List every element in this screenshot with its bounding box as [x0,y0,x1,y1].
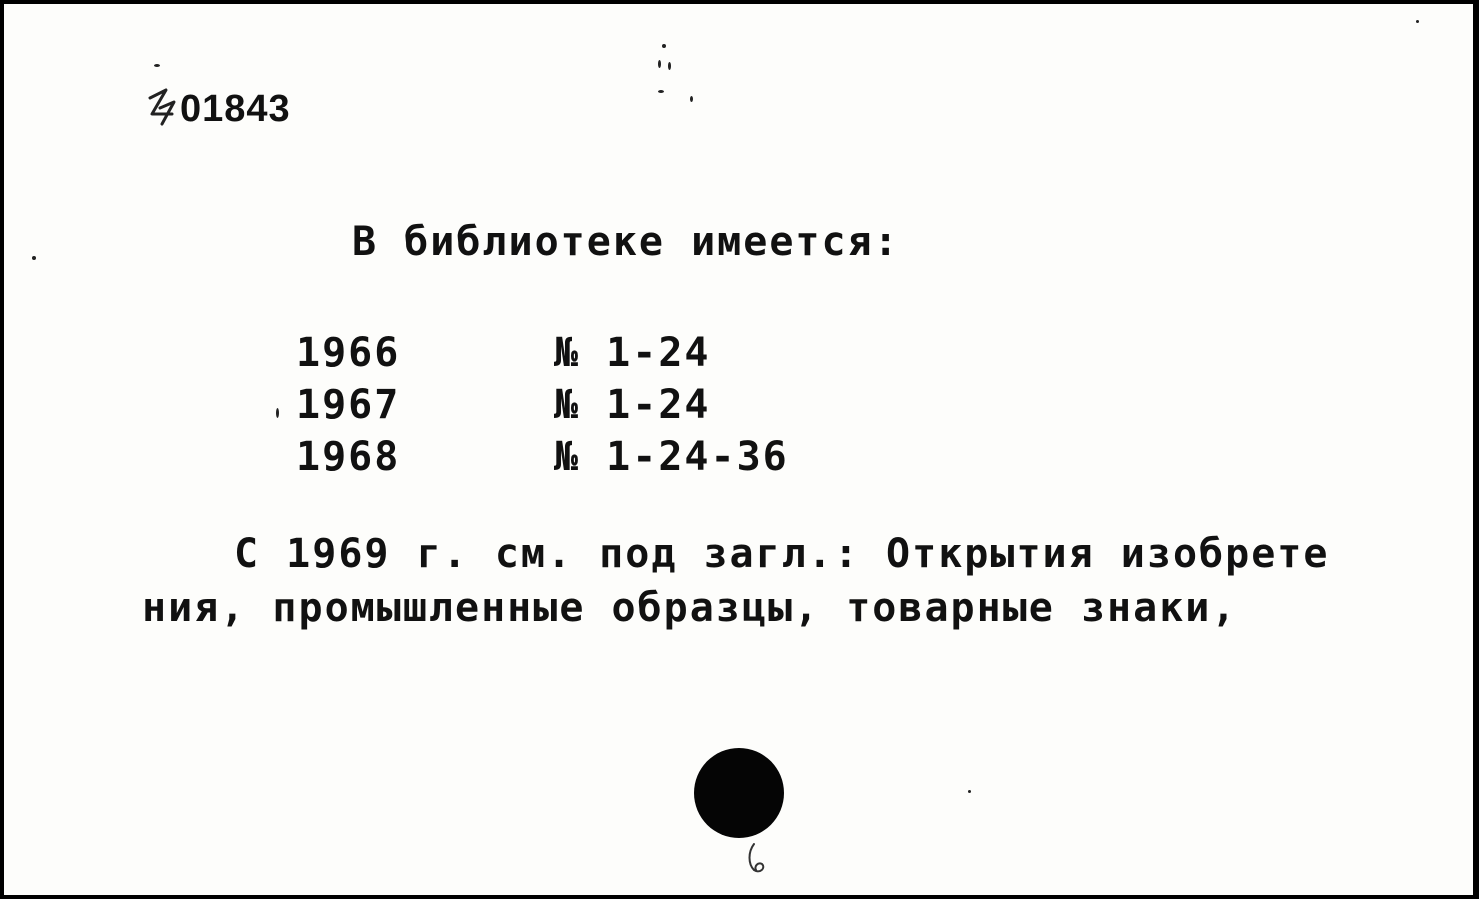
ink-speck [154,64,160,67]
ink-speck [276,408,279,418]
holding-issues: № 1-24 [554,330,711,376]
holding-year: 1966 [296,330,401,376]
ink-speck [662,44,666,48]
see-also-note-line-2: ния, промышленные образцы, товарные знаки, [142,585,1238,631]
ink-speck [668,62,671,70]
holding-issues: № 1-24 [554,382,711,428]
holding-issues: № 1-24-36 [554,434,789,480]
handwritten-code-mark [146,84,178,130]
ink-speck [690,96,693,102]
call-number: 01843 [180,88,291,130]
ink-speck [32,256,36,260]
handwritten-pencil-mark [742,840,772,880]
holding-year: 1968 [296,434,401,480]
holdings-heading: В библиотеке имеется: [352,219,900,265]
ink-speck [1416,20,1419,23]
catalog-card [4,4,1473,895]
see-also-note-line-1: С 1969 г. см. под загл.: Открытия изобрете [234,531,1330,577]
card-punch-hole [694,748,784,838]
ink-speck [658,60,661,68]
ink-speck [658,90,664,93]
holding-year: 1967 [296,382,401,428]
ink-speck [968,790,971,793]
